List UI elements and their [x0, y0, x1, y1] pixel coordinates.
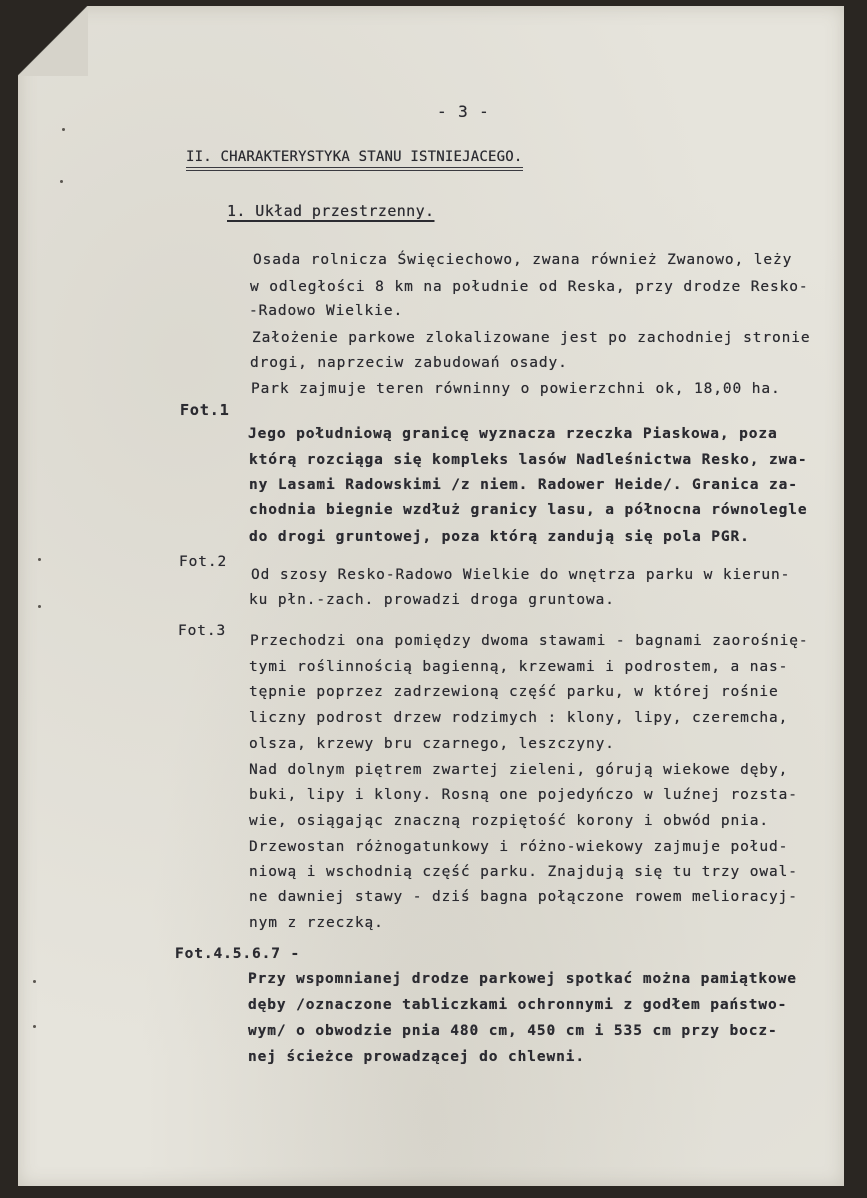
- text-line: Założenie parkowe zlokalizowane jest po zachodniej stronie: [252, 330, 811, 346]
- text-line: niową i wschodnią część parku. Znajdują się tu trzy owal-: [249, 864, 798, 880]
- text-line: Przy wspomnianej drodze parkowej spotkać można pamiątkowe: [248, 971, 797, 987]
- punch-mark: [38, 558, 41, 561]
- punch-mark: [38, 605, 41, 608]
- text-line: liczny podrost drzew rodzimych : klony, lipy, czeremcha,: [249, 710, 789, 726]
- text-line: ku płn.-zach. prowadzi droga gruntowa.: [249, 592, 615, 608]
- text-line: tępnie poprzez zadrzewioną część parku, w której rośnie: [249, 684, 779, 700]
- margin-note-fot1: Fot.1: [180, 401, 230, 419]
- text-line: ny Lasami Radowskimi /z niem. Radower Heide/. Granica za-: [249, 477, 798, 493]
- text-line: -Radowo Wielkie.: [249, 303, 404, 319]
- text-line: Od szosy Resko-Radowo Wielkie do wnętrza parku w kierun-: [251, 567, 791, 583]
- text-line: Osada rolnicza Święciechowo, zwana również Zwanowo, leży: [253, 252, 793, 268]
- margin-note-fot2: Fot.2: [179, 554, 228, 570]
- margin-note-fot3: Fot.3: [178, 623, 227, 639]
- text-line: Przechodzi ona pomiędzy dwoma stawami - bagnami zaorośnię-: [250, 633, 809, 649]
- text-line: wym/ o obwodzie pnia 480 cm, 450 cm i 535 cm przy bocz-: [248, 1023, 778, 1039]
- text-line: olsza, krzewy bru czarnego, leszczyny.: [249, 736, 615, 752]
- margin-note-fot4567: Fot.4.5.6.7 -: [175, 946, 301, 962]
- text-line: którą rozciąga się kompleks lasów Nadleśnictwa Resko, zwa-: [249, 452, 808, 468]
- text-line: Park zajmuje teren równinny o powierzchni ok, 18,00 ha.: [251, 381, 781, 397]
- folded-corner: [18, 6, 88, 76]
- section-heading: II. CHARAKTERYSTYKA STANU ISTNIEJACEGO.: [186, 150, 523, 171]
- punch-mark: [62, 128, 65, 131]
- text-line: Drzewostan różnogatunkowy i różno-wiekowy zajmuje połud-: [249, 839, 789, 855]
- text-line: chodnia biegnie wzdłuż granicy lasu, a północna równolegle: [249, 502, 808, 518]
- punch-mark: [33, 1025, 36, 1028]
- text-line: w odległości 8 km na południe od Reska, przy drodze Resko-: [250, 279, 809, 295]
- text-line: tymi roślinnością bagienną, krzewami i podrostem, a nas-: [249, 659, 789, 675]
- text-line: nym z rzeczką.: [249, 915, 384, 931]
- text-line: Nad dolnym piętrem zwartej zieleni, górują wiekowe dęby,: [249, 762, 789, 778]
- punch-mark: [33, 980, 36, 983]
- subsection-heading: 1. Układ przestrzenny.: [227, 202, 435, 220]
- text-line: buki, lipy i klony. Rosną one pojedyńczo w luźnej rozsta-: [249, 787, 798, 803]
- punch-mark: [60, 180, 63, 183]
- text-line: ne dawniej stawy - dziś bagna połączone rowem melioracyj-: [249, 889, 798, 905]
- page-number: - 3 -: [437, 102, 490, 121]
- text-line: Jego południową granicę wyznacza rzeczka Piaskowa, poza: [248, 426, 778, 442]
- text-line: drogi, naprzeciw zabudowań osady.: [250, 355, 568, 371]
- text-line: nej ścieżce prowadzącej do chlewni.: [248, 1049, 586, 1065]
- text-line: wie, osiągając znaczną rozpiętość korony i obwód pnia.: [249, 813, 770, 829]
- text-line: dęby /oznaczone tabliczkami ochronnymi z godłem państwo-: [248, 997, 788, 1013]
- text-line: do drogi gruntowej, poza którą zandują się pola PGR.: [249, 529, 750, 545]
